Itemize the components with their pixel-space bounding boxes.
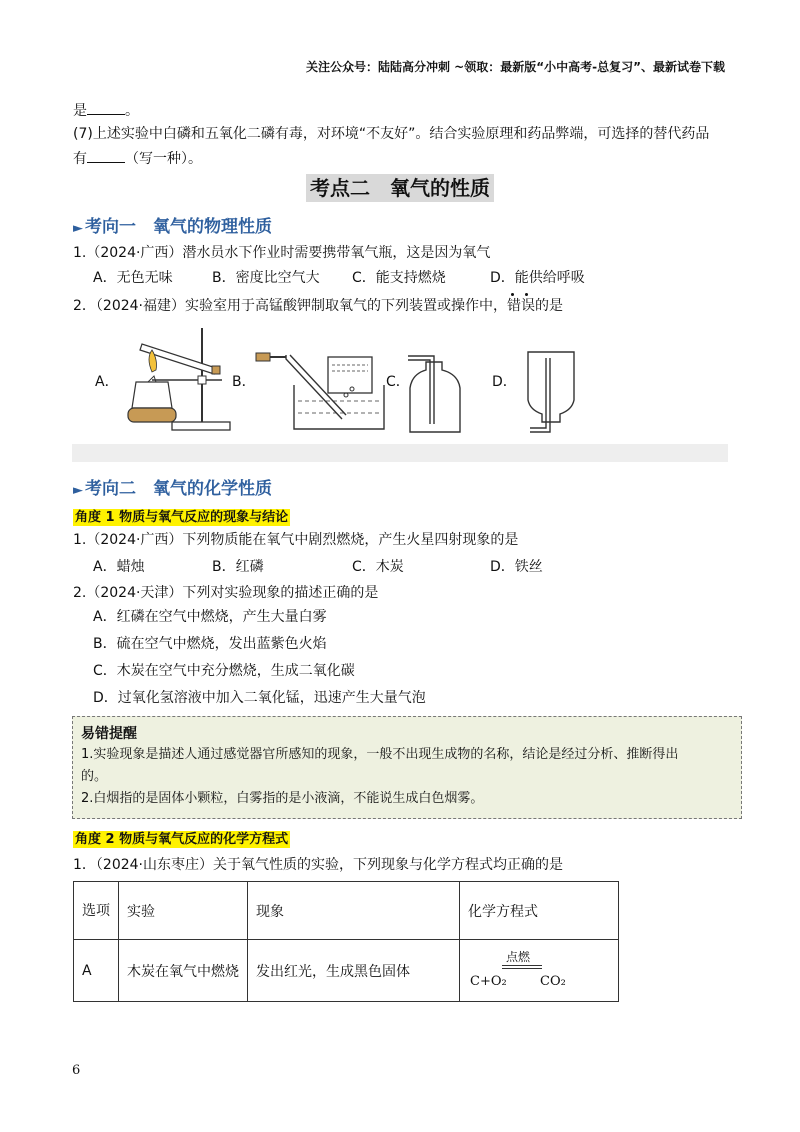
row-experiment: 木炭在氧气中燃烧 bbox=[119, 940, 248, 1002]
k2-q1-stem: 1.（2024·广西）下列物质能在氧气中剧烈燃烧，产生火星四射现象的是 bbox=[73, 532, 519, 548]
q7-suffix: （写一种）。 bbox=[125, 151, 202, 167]
k1-q2-stem: 2．（2024·福建）实验室用于高锰酸钾制取氧气的下列装置或操作中，错误的是 bbox=[73, 298, 563, 314]
tip-line-2: 的。 bbox=[81, 769, 108, 784]
row-option: A bbox=[74, 940, 119, 1002]
cont-suffix: 。 bbox=[125, 103, 139, 119]
header-option: 选项 bbox=[82, 902, 110, 919]
apparatus-a-heating-figure bbox=[112, 322, 232, 434]
jiaodu2-heading bbox=[73, 828, 290, 847]
cont-prefix: 是 bbox=[73, 103, 87, 119]
apparatus-label-a[interactable]: A． bbox=[95, 374, 119, 390]
table-row[interactable] bbox=[74, 940, 619, 1002]
section-title: 考点二 氧气的性质 bbox=[306, 174, 494, 202]
k2-q1-option-d[interactable]: D．铁丝 bbox=[490, 559, 543, 575]
table-header-cell: 化学方程式 bbox=[460, 882, 619, 940]
apparatus-label-b[interactable]: B． bbox=[232, 374, 256, 390]
answer-blank-2[interactable] bbox=[87, 148, 125, 163]
apparatus-b-water-trough-figure bbox=[250, 345, 390, 437]
jiaodu1-heading bbox=[73, 506, 290, 525]
options-table bbox=[73, 881, 619, 1002]
answer-blank-1[interactable] bbox=[87, 100, 125, 115]
k2-q2-option-b[interactable]: B．硫在空气中燃烧，发出蓝紫色火焰 bbox=[93, 636, 327, 652]
q7-line2 bbox=[73, 148, 202, 169]
emphasis-dot bbox=[525, 293, 528, 296]
k2-q2-option-d[interactable]: D．过氧化氢溶液中加入二氧化锰，迅速产生大量气泡 bbox=[93, 690, 426, 706]
k1-q1-stem: 1.（2024·广西）潜水员水下作业时需要携带氧气瓶，这是因为氧气 bbox=[73, 245, 491, 261]
table-header-cell bbox=[74, 882, 119, 940]
divider-bar bbox=[72, 444, 728, 462]
q7-line1: (7)上述实验中白磷和五氧化二磷有毒，对环境“不友好”。结合实验原理和药品弊端，可选择的替代药品 bbox=[73, 126, 710, 142]
eq-right: CO₂ bbox=[540, 973, 566, 989]
triangle-icon: ► bbox=[73, 221, 83, 236]
q7-prefix: 有 bbox=[73, 151, 87, 167]
k2-q2-option-c[interactable]: C．木炭在空气中充分燃烧，生成二氧化碳 bbox=[93, 663, 355, 679]
eq-line bbox=[502, 968, 542, 969]
eq-left: C+O₂ bbox=[470, 973, 507, 989]
k2-q1-option-a[interactable]: A．蜡烛 bbox=[93, 559, 145, 575]
row-phenomenon: 发出红光，生成黑色固体 bbox=[248, 940, 460, 1002]
k2-q3-stem: 1．（2024·山东枣庄）关于氧气性质的实验，下列现象与化学方程式均正确的是 bbox=[73, 857, 563, 873]
kaoxiang2-heading bbox=[73, 474, 272, 499]
cont-line1 bbox=[73, 100, 139, 121]
k2-q2-option-a[interactable]: A．红磷在空气中燃烧，产生大量白雾 bbox=[93, 609, 327, 625]
error-tip-box bbox=[72, 716, 742, 819]
k2-q1-option-b[interactable]: B．红磷 bbox=[212, 559, 264, 575]
tip-title: 易错提醒 bbox=[81, 726, 137, 742]
tip-line-1: 1.实验现象是描述人通过感觉器官所感知的现象，一般不出现生成物的名称，结论是经过分析、推断得出 bbox=[81, 747, 679, 762]
eq-line bbox=[502, 965, 542, 966]
emphasis-dot bbox=[511, 293, 514, 296]
apparatus-label-d[interactable]: D． bbox=[492, 374, 517, 390]
tip-line-3: 2.白烟指的是固体小颗粒，白雾指的是小液滴，不能说生成白色烟雾。 bbox=[81, 791, 484, 806]
table-header-row bbox=[74, 882, 619, 940]
jiaodu1-label: 角度 1 物质与氧气反应的现象与结论 bbox=[75, 510, 289, 525]
kaoxiang1-title: 考向一 氧气的物理性质 bbox=[85, 217, 272, 237]
k2-q2-stem: 2.（2024·天津）下列对实验现象的描述正确的是 bbox=[73, 585, 379, 601]
page-header: 关注公众号：陆陆高分冲刺 ~领取：最新版“小中高考-总复习”、最新试卷下载 bbox=[306, 60, 725, 74]
table-header-cell: 实验 bbox=[119, 882, 248, 940]
apparatus-c-bottle-upward-figure bbox=[404, 348, 466, 434]
k2-q1-option-c[interactable]: C．木炭 bbox=[352, 559, 404, 575]
kaoxiang2-title: 考向二 氧气的化学性质 bbox=[85, 479, 272, 499]
k1-q1-option-a[interactable]: A．无色无味 bbox=[93, 270, 173, 286]
table-header-cell: 现象 bbox=[248, 882, 460, 940]
apparatus-d-bottle-downward-figure bbox=[520, 348, 582, 434]
triangle-icon: ► bbox=[73, 483, 83, 498]
row-equation bbox=[460, 940, 619, 1002]
kaoxiang1-heading bbox=[73, 212, 272, 237]
apparatus-label-c[interactable]: C． bbox=[386, 374, 410, 390]
k1-q1-option-b[interactable]: B．密度比空气大 bbox=[212, 270, 320, 286]
eq-condition: 点燃 bbox=[506, 949, 531, 964]
jiaodu2-label: 角度 2 物质与氧气反应的化学方程式 bbox=[75, 832, 289, 847]
k1-q1-option-d[interactable]: D．能供给呼吸 bbox=[490, 270, 585, 286]
k1-q1-option-c[interactable]: C．能支持燃烧 bbox=[352, 270, 446, 286]
section-title-wrap bbox=[0, 172, 800, 201]
page-number: 6 bbox=[72, 1063, 81, 1078]
